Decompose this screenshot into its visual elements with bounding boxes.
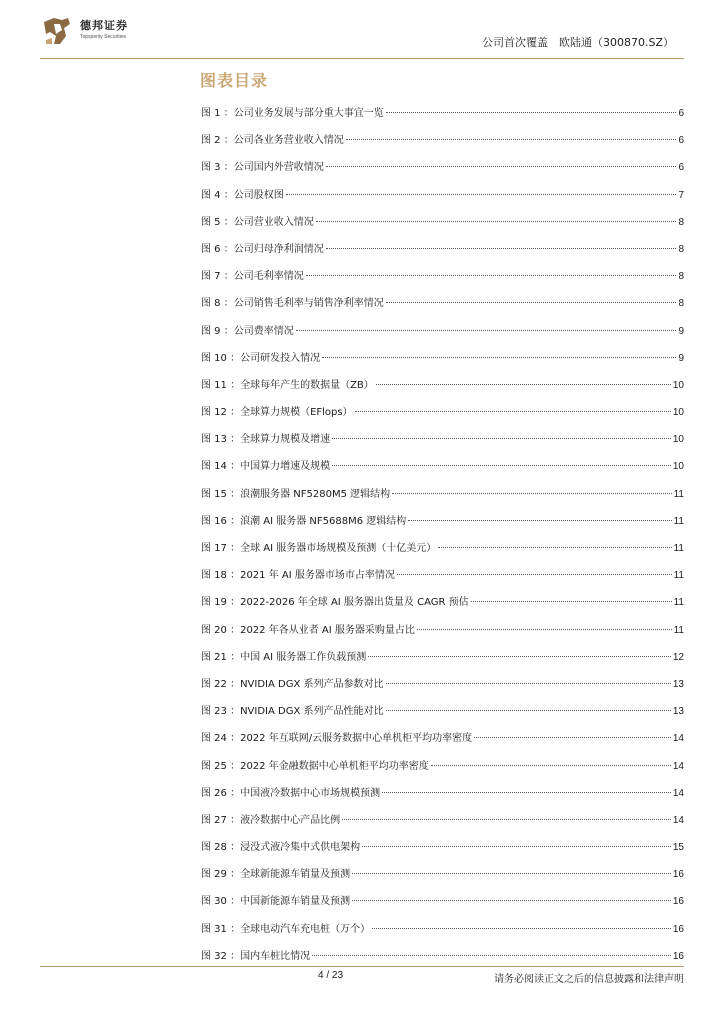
toc-entry-label: 图 21 ：中国 AI 服务器工作负载预测 [201, 651, 367, 663]
toc-entry-page: 8 [678, 298, 684, 310]
toc-entry-label: 图 29 ：全球新能源车销量及预测 [201, 869, 351, 881]
toc-entry-page: 11 [673, 624, 684, 636]
toc-leader-dots [386, 112, 677, 113]
toc-leader-dots [362, 846, 671, 847]
page-indicator: 4 / 23 [318, 970, 344, 981]
toc-entry-label: 图 9 ：公司费率情况 [201, 325, 294, 337]
toc-entry-page: 6 [678, 162, 684, 174]
toc-leader-dots [438, 547, 671, 548]
toc-entry-page: 10 [672, 379, 684, 391]
toc-leader-dots [431, 765, 671, 766]
toc-entry[interactable] [201, 352, 684, 379]
toc-entry-page: 13 [672, 678, 684, 690]
toc-entry[interactable] [201, 651, 684, 678]
toc-entry-page: 14 [672, 814, 684, 826]
toc-entry-page: 10 [672, 407, 684, 419]
report-info: 公司首次覆盖 欧陆通（300870.SZ） [481, 36, 674, 49]
toc-entry-page: 16 [672, 950, 684, 962]
toc-entry[interactable] [201, 732, 684, 759]
toc-entry-page: 10 [672, 434, 684, 446]
toc-entry[interactable] [201, 515, 684, 542]
toc-entry-label: 图 4 ：公司股权图 [201, 189, 284, 201]
toc-leader-dots [326, 166, 677, 167]
disclaimer-note: 请务必阅读正文之后的信息披露和法律声明 [494, 974, 684, 985]
toc-leader-dots [386, 302, 677, 303]
toc-entry-label: 图 26 ：中国液冷数据中心市场规模预测 [201, 787, 381, 799]
toc-entry-label: 图 5 ：公司营业收入情况 [201, 216, 314, 228]
toc-leader-dots [342, 819, 671, 820]
toc-entry-label: 图 2 ：公司各业务营业收入情况 [201, 135, 344, 147]
toc-entry-label: 图 10 ：公司研发投入情况 [201, 352, 321, 364]
toc-list [201, 107, 684, 977]
toc-entry-label: 图 22 ：NVIDIA DGX 系列产品参数对比 [201, 678, 384, 690]
toc-leader-dots [332, 465, 671, 466]
toc-entry-label: 图 16 ：浪潮 AI 服务器 NF5688M6 逻辑结构 [201, 515, 407, 527]
toc-entry-page: 12 [672, 651, 684, 663]
toc-leader-dots [346, 139, 677, 140]
toc-entry-page: 8 [678, 271, 684, 283]
toc-entry[interactable] [201, 325, 684, 352]
toc-entry[interactable] [201, 895, 684, 922]
toc-entry-page: 16 [672, 869, 684, 881]
brand-name-en: Topsperity Securities [80, 34, 127, 40]
company-logo-icon [40, 14, 74, 48]
toc-entry-label: 图 24 ：2022 年互联网/云服务数据中心单机柜平均功率密度 [201, 733, 473, 745]
toc-entry-page: 14 [672, 733, 684, 745]
toc-entry[interactable] [201, 161, 684, 188]
toc-entry-label: 图 15 ：浪潮服务器 NF5280M5 逻辑结构 [201, 488, 391, 500]
toc-entry-label: 图 6 ：公司归母净利润情况 [201, 243, 324, 255]
toc-entry[interactable] [201, 189, 684, 216]
page-header [40, 14, 684, 64]
toc-entry-page: 13 [672, 706, 684, 718]
toc-leader-dots [296, 330, 677, 331]
toc-leader-dots [352, 873, 671, 874]
toc-entry[interactable] [201, 814, 684, 841]
toc-entry[interactable] [201, 134, 684, 161]
toc-entry[interactable] [201, 841, 684, 868]
toc-leader-dots [474, 737, 671, 738]
toc-leader-dots [355, 411, 671, 412]
brand-name-cn: 德邦证券 [80, 19, 128, 32]
toc-entry-page: 8 [678, 243, 684, 255]
toc-leader-dots [408, 520, 671, 521]
toc-entry-page: 6 [678, 108, 684, 119]
toc-entry[interactable] [201, 624, 684, 651]
footer-divider [40, 966, 684, 967]
toc-entry-label: 图 17 ：全球 AI 服务器市场规模及预测（十亿美元） [201, 543, 437, 554]
toc-entry-page: 9 [678, 352, 684, 364]
toc-entry[interactable] [201, 542, 684, 569]
toc-leader-dots [417, 629, 672, 630]
toc-leader-dots [312, 955, 671, 956]
toc-entry-label: 图 32 ：国内车桩比情况 [201, 950, 311, 962]
toc-leader-dots [316, 221, 677, 222]
toc-entry-page: 8 [678, 216, 684, 228]
toc-entry-page: 11 [673, 488, 684, 500]
toc-entry[interactable] [201, 433, 684, 460]
toc-entry[interactable] [201, 460, 684, 487]
toc-entry-label: 图 14 ：中国算力增速及规模 [201, 461, 331, 473]
toc-entry-label: 图 30 ：中国新能源车销量及预测 [201, 896, 351, 908]
toc-entry-page: 11 [673, 570, 684, 582]
toc-leader-dots [368, 656, 671, 657]
toc-entry-label: 图 18 ：2021 年 AI 服务器市场市占率情况 [201, 570, 395, 582]
toc-entry-page: 7 [678, 189, 684, 201]
toc-entry-page: 16 [672, 923, 684, 935]
toc-entry-label: 图 8 ：公司销售毛利率与销售净利率情况 [201, 298, 384, 310]
toc-entry-label: 图 7 ：公司毛利率情况 [201, 271, 304, 283]
toc-entry[interactable] [201, 923, 684, 950]
toc-leader-dots [352, 900, 671, 901]
toc-entry[interactable] [201, 705, 684, 732]
toc-entry-page: 10 [672, 461, 684, 473]
header-divider [40, 58, 684, 59]
toc-entry-label: 图 1 ：公司业务发展与部分重大事宜一览 [201, 108, 384, 119]
toc-entry[interactable] [201, 107, 684, 134]
toc-entry-page: 11 [673, 515, 684, 527]
toc-entry[interactable] [201, 569, 684, 596]
toc-entry[interactable] [201, 379, 684, 406]
toc-leader-dots [322, 357, 676, 358]
toc-entry[interactable] [201, 787, 684, 814]
toc-entry-label: 图 23 ：NVIDIA DGX 系列产品性能对比 [201, 706, 384, 718]
toc-leader-dots [392, 493, 671, 494]
toc-entry-label: 图 3 ：公司国内外营收情况 [201, 162, 324, 174]
toc-entry-page: 14 [672, 787, 684, 799]
toc-entry[interactable] [201, 596, 684, 623]
toc-entry-page: 11 [673, 543, 684, 554]
toc-entry-page: 11 [673, 597, 684, 609]
toc-entry[interactable] [201, 297, 684, 324]
toc-leader-dots [386, 683, 671, 684]
toc-entry-page: 6 [678, 135, 684, 147]
toc-entry[interactable] [201, 488, 684, 515]
toc-entry-label: 图 11 ：全球每年产生的数据量（ZB） [201, 379, 374, 391]
brand-block [80, 19, 128, 41]
toc-leader-dots [386, 710, 671, 711]
toc-leader-dots [397, 574, 672, 575]
toc-entry-page: 9 [678, 325, 684, 337]
toc-entry[interactable] [201, 243, 684, 270]
toc-entry-page: 14 [672, 760, 684, 772]
toc-leader-dots [382, 792, 671, 793]
toc-entry[interactable] [201, 868, 684, 895]
toc-entry-label: 图 31 ：全球电动汽车充电桩（万个） [201, 923, 371, 935]
toc-leader-dots [306, 275, 677, 276]
toc-leader-dots [326, 248, 677, 249]
toc-leader-dots [332, 438, 671, 439]
toc-entry-label: 图 25 ：2022 年金融数据中心单机柜平均功率密度 [201, 760, 429, 772]
toc-entry-label: 图 12 ：全球算力规模（EFlops） [201, 407, 353, 419]
toc-leader-dots [286, 194, 677, 195]
toc-entry[interactable] [201, 678, 684, 705]
toc-entry[interactable] [201, 270, 684, 297]
toc-leader-dots [376, 384, 671, 385]
toc-entry[interactable] [201, 216, 684, 243]
toc-entry-label: 图 28 ：浸没式液冷集中式供电架构 [201, 842, 361, 854]
toc-title: 图表目录 [200, 71, 269, 90]
toc-entry-label: 图 20 ：2022 年各从业者 AI 服务器采购量占比 [201, 624, 415, 636]
toc-entry-page: 15 [672, 842, 684, 854]
toc-leader-dots [471, 601, 672, 602]
toc-entry[interactable] [201, 760, 684, 787]
toc-entry-label: 图 27 ：液冷数据中心产品比例 [201, 814, 341, 826]
toc-entry-label: 图 13 ：全球算力规模及增速 [201, 434, 331, 446]
toc-entry-label: 图 19 ：2022-2026 年全球 AI 服务器出货量及 CAGR 预估 [201, 597, 469, 609]
toc-entry-page: 16 [672, 896, 684, 908]
toc-entry[interactable] [201, 406, 684, 433]
toc-leader-dots [372, 928, 671, 929]
